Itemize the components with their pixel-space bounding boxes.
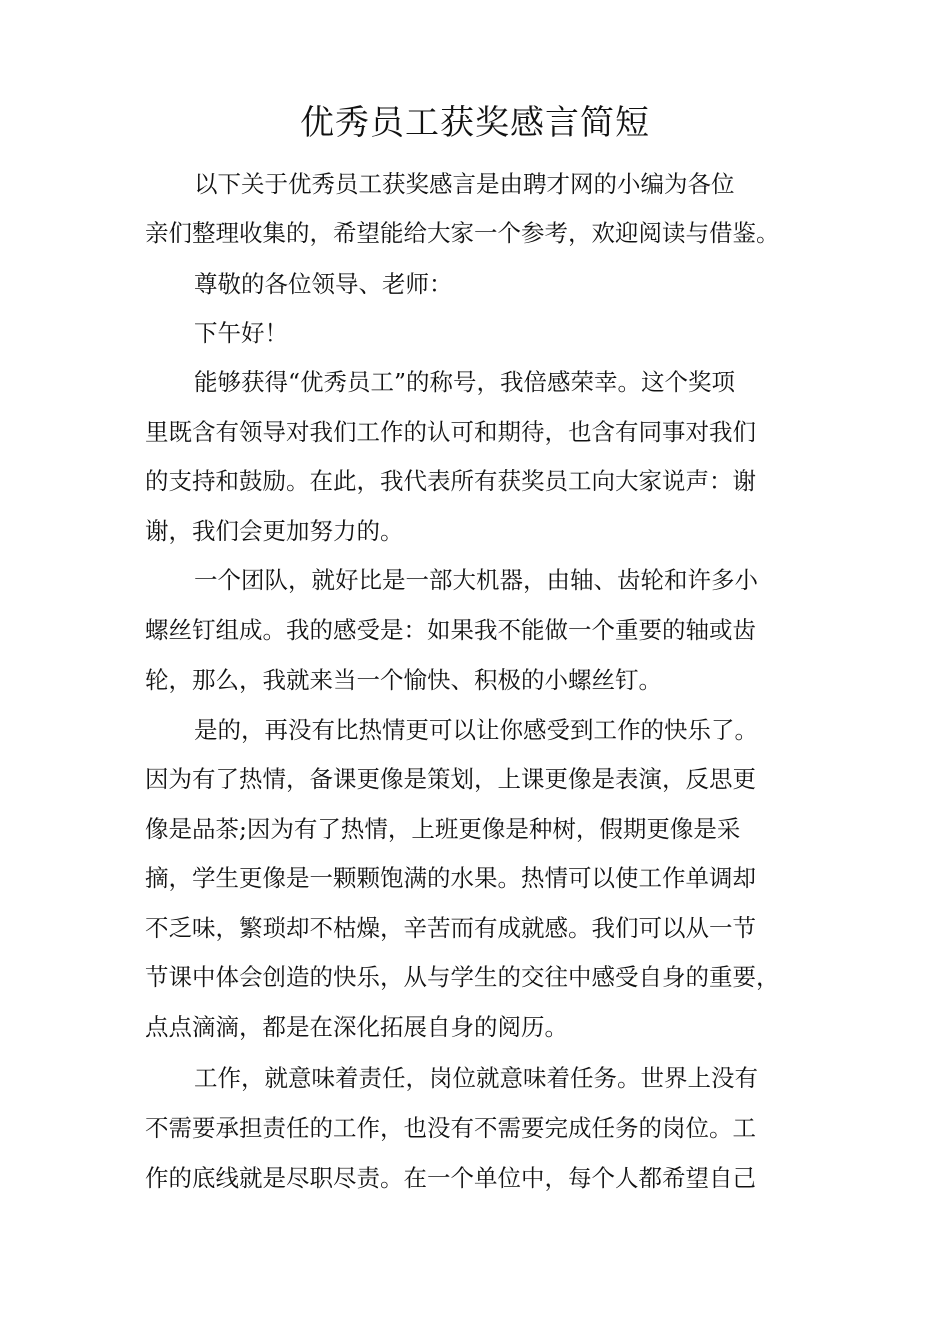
paragraph-line: 作的底线就是尽职尽责。在一个单位中，每个人都希望自己 <box>145 1164 756 1192</box>
paragraph-line: 螺丝钉组成。我的感受是：如果我不能做一个重要的轴或齿 <box>145 616 756 644</box>
paragraph-line: 亲们整理收集的，希望能给大家一个参考，欢迎阅读与借鉴。 <box>145 219 780 247</box>
paragraph-line: 能够获得“优秀员工”的称号，我倍感荣幸。这个奖项 <box>194 368 736 396</box>
paragraph-line: 点点滴滴，都是在深化拓展自身的阅历。 <box>145 1013 568 1041</box>
paragraph-line: 谢，我们会更加努力的。 <box>145 517 404 545</box>
paragraph-line: 工作，就意味着责任，岗位就意味着任务。世界上没有 <box>194 1064 758 1092</box>
document-title: 优秀员工获奖感言简短 <box>300 103 650 143</box>
paragraph-line: 因为有了热情，备课更像是策划，上课更像是表演，反思更 <box>145 765 756 793</box>
greeting-line: 下午好！ <box>194 319 288 347</box>
paragraph-line: 像是品茶;因为有了热情，上班更像是种树，假期更像是采 <box>145 815 741 843</box>
salutation-line: 尊敬的各位领导、老师： <box>194 270 453 298</box>
paragraph-line: 是的，再没有比热情更可以让你感受到工作的快乐了。 <box>194 716 758 744</box>
paragraph-line: 的支持和鼓励。在此，我代表所有获奖员工向大家说声：谢 <box>145 467 756 495</box>
paragraph-line: 以下关于优秀员工获奖感言是由聘才网的小编为各位 <box>194 170 735 198</box>
paragraph-line: 里既含有领导对我们工作的认可和期待，也含有同事对我们 <box>145 418 756 446</box>
paragraph-line: 节课中体会创造的快乐，从与学生的交往中感受自身的重要， <box>145 963 780 991</box>
paragraph-line: 摘，学生更像是一颗颗饱满的水果。热情可以使工作单调却 <box>145 864 756 892</box>
paragraph-line: 一个团队，就好比是一部大机器，由轴、齿轮和许多小 <box>194 566 758 594</box>
paragraph-line: 不需要承担责任的工作，也没有不需要完成任务的岗位。工 <box>145 1114 756 1142</box>
paragraph-line: 不乏味，繁琐却不枯燥，辛苦而有成就感。我们可以从一节 <box>145 914 756 942</box>
paragraph-line: 轮，那么，我就来当一个愉快、积极的小螺丝钉。 <box>145 666 662 694</box>
